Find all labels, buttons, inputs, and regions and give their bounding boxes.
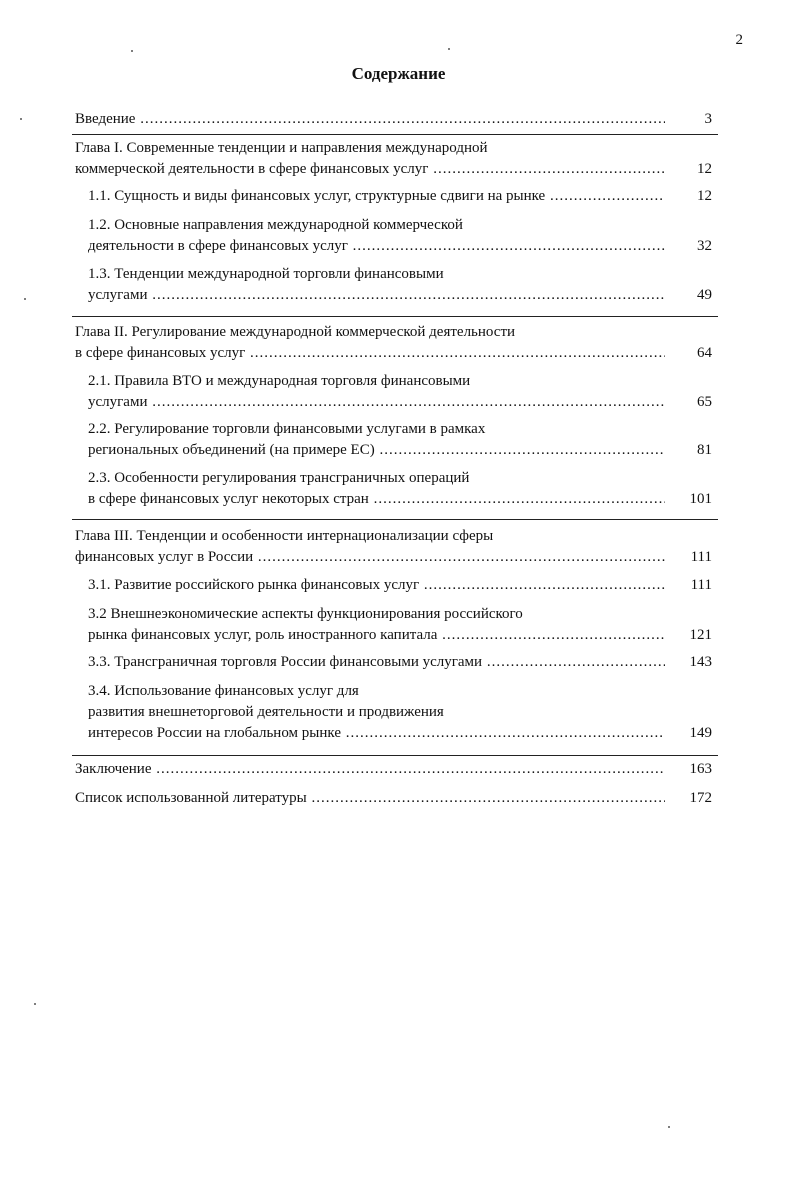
toc-entry-line: в сфере финансовых услуг некоторых стран ..... bbox=[88, 489, 665, 510]
toc-separator bbox=[72, 519, 718, 520]
toc-entry-page: 65 bbox=[697, 394, 712, 410]
toc-entry-line: Введение ..... bbox=[75, 109, 665, 130]
toc-entry-page: 121 bbox=[689, 627, 712, 643]
toc-entry bbox=[88, 215, 712, 257]
toc-entry bbox=[88, 681, 712, 744]
toc-entry-line: рынка финансовых услуг, роль иностранного капитала ..... bbox=[88, 625, 665, 646]
toc-entry-line: 3.3. Трансграничная торговля России финансовыми услугами ..... bbox=[88, 652, 665, 673]
toc-entry-line: 3.4. Использование финансовых услуг для bbox=[88, 683, 359, 699]
toc-entry bbox=[88, 419, 712, 461]
toc-entry-page: 12 bbox=[697, 161, 712, 177]
toc-entry-line: деятельности в сфере финансовых услуг ..... bbox=[88, 236, 665, 257]
toc-entry-line: финансовых услуг в России ..... bbox=[75, 547, 665, 568]
toc-entry-page: 81 bbox=[697, 442, 712, 458]
toc-entry bbox=[75, 526, 712, 568]
toc-entry-line: Глава III. Тенденции и особенности интернационализации сферы bbox=[75, 528, 494, 544]
toc-entry-line: Список использованной литературы ..... bbox=[75, 788, 665, 809]
scan-speck bbox=[24, 298, 26, 300]
scan-speck bbox=[34, 1003, 36, 1005]
toc-separator bbox=[72, 134, 718, 135]
toc-entry-line: развития внешнеторговой деятельности и продвижения bbox=[88, 704, 444, 720]
toc-entry-line: 1.2. Основные направления международной коммерческой bbox=[88, 217, 463, 233]
toc-entry bbox=[88, 468, 712, 510]
toc-entry-line: Глава II. Регулирование международной коммерческой деятельности bbox=[75, 324, 516, 340]
toc-entry-line: Заключение ..... bbox=[75, 759, 665, 780]
toc-entry bbox=[75, 322, 712, 364]
toc-entry-page: 172 bbox=[689, 790, 712, 806]
scan-speck bbox=[20, 118, 22, 120]
scan-speck bbox=[668, 1126, 670, 1128]
toc-entry bbox=[88, 371, 712, 413]
toc-entry-line: 2.3. Особенности регулирования трансграничных операций bbox=[88, 470, 470, 486]
toc-entry-line: коммерческой деятельности в сфере финансовых услуг ..... bbox=[75, 159, 665, 180]
toc-entry-page: 3 bbox=[704, 111, 712, 127]
page-title: Содержание bbox=[351, 64, 446, 83]
toc-entry-line: в сфере финансовых услуг ..... bbox=[75, 343, 665, 364]
toc-entry-line: услугами ..... bbox=[88, 392, 665, 413]
toc-entry-line: 2.2. Регулирование торговли финансовыми услугами в рамках bbox=[88, 421, 486, 437]
toc-entry-line: 1.1. Сущность и виды финансовых услуг, структурные сдвиги на рынке ..... bbox=[88, 186, 665, 207]
toc-entry-page: 101 bbox=[689, 491, 712, 507]
toc-entry-line: интересов России на глобальном рынке ..... bbox=[88, 723, 665, 744]
toc-separator bbox=[72, 316, 718, 317]
toc-entry-page: 49 bbox=[697, 287, 712, 303]
toc-entry-page: 64 bbox=[697, 345, 712, 361]
toc-entry bbox=[75, 138, 712, 180]
toc-entry-line: 1.3. Тенденции международной торговли финансовыми bbox=[88, 266, 444, 282]
toc-entry-line: 2.1. Правила ВТО и международная торговля финансовыми bbox=[88, 373, 471, 389]
toc-separator bbox=[72, 755, 718, 756]
scan-speck bbox=[131, 50, 133, 52]
toc-entry bbox=[88, 264, 712, 306]
toc-entry-line: 3.2 Внешнеэкономические аспекты функционирования российского bbox=[88, 606, 523, 622]
toc-entry-line: 3.1. Развитие российского рынка финансовых услуг ..... bbox=[88, 575, 665, 596]
toc-entry-page: 149 bbox=[689, 725, 712, 741]
toc-entry-page: 111 bbox=[690, 549, 712, 565]
toc-entry-page: 143 bbox=[689, 654, 712, 670]
toc-entry-page: 32 bbox=[697, 238, 712, 254]
toc-entry-line: Глава I. Современные тенденции и направления международной bbox=[75, 140, 488, 156]
toc-entry-page: 12 bbox=[697, 188, 712, 204]
scan-speck bbox=[448, 48, 450, 50]
toc-entry-line: услугами ..... bbox=[88, 285, 665, 306]
toc-entry bbox=[88, 604, 712, 646]
toc-entry-page: 163 bbox=[689, 761, 712, 777]
toc-entry-line: региональных объединений (на примере ЕС) ..... bbox=[88, 440, 665, 461]
toc-entry-page: 111 bbox=[690, 577, 712, 593]
page-number: 2 bbox=[735, 32, 743, 48]
